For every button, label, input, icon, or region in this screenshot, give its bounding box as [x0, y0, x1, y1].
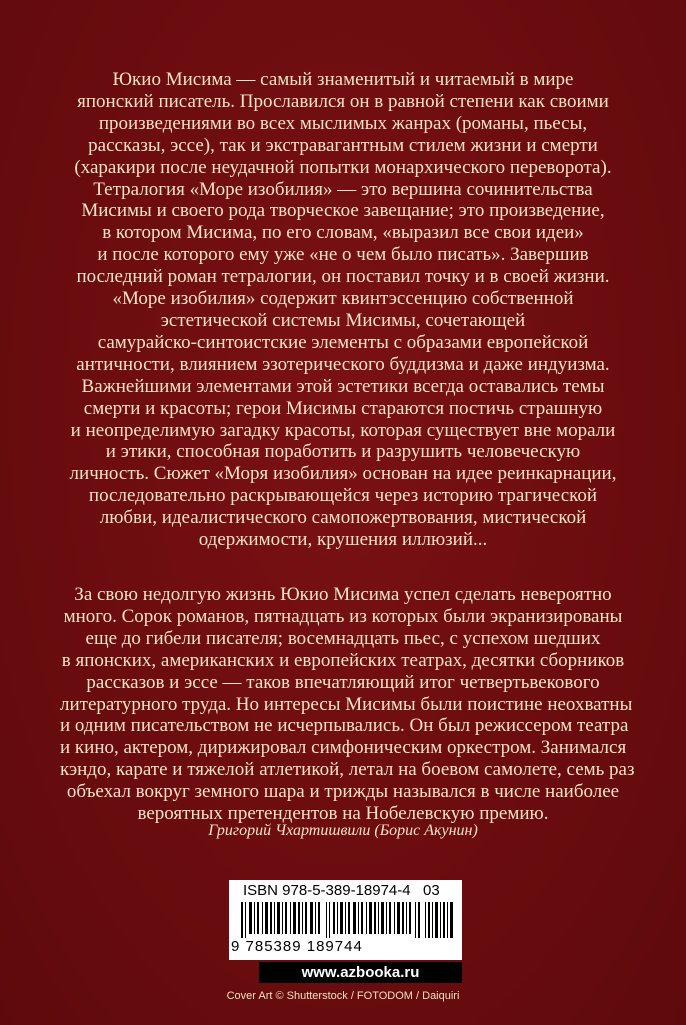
text-line: Мисимы и своего рода творческое завещание; это произведение, — [81, 200, 605, 222]
publisher-url: www.azbooka.ru — [259, 962, 462, 983]
text-line: литературного труда. Но интересы Мисимы были поистине неохватны — [60, 693, 633, 715]
isbn-barcode — [229, 880, 462, 960]
text-line: «Море изобилия» содержит квинтэссенцию собственной — [112, 288, 574, 310]
barcode-digits: 9 785389 189744 — [231, 938, 363, 955]
text-line: в японских, американских и европейских театрах, десятки сборников — [61, 649, 625, 671]
text-line: и кино, актером, дирижировал симфоническим оркестром. Занимался — [60, 737, 627, 759]
quote-author: Григорий Чхартишвили (Борис Акунин) — [208, 822, 478, 839]
text-line: (харакири после неудачной попытки монархического переворота). — [74, 156, 612, 178]
cover-art-credit: Cover Art © Shutterstock / FOTODOM / Daiquiri — [226, 990, 460, 1002]
isbn-addon-code: 03 — [423, 882, 440, 899]
text-line: в котором Мисима, по его словам, «выразил все свои идеи» — [102, 222, 584, 244]
text-line: античности, влиянием эзотерического буддизма и даже индуизма. — [76, 353, 610, 375]
text-line: любви, идеалистического самопожертвования, мистической — [99, 507, 587, 529]
barcode-bars-icon — [241, 902, 421, 938]
annotation-paragraph-1 — [60, 69, 626, 551]
text-line: кэндо, карате и тяжелой атлетикой, летал на боевом самолете, семь раз — [60, 759, 635, 781]
text-line: Юкио Мисима — самый знаменитый и читаемый в мире — [112, 69, 574, 90]
text-line: и одним писательством не исчерпывались. Он был режиссером театра — [60, 715, 629, 737]
addon-bars-icon — [425, 902, 455, 938]
isbn-number: ISBN 978-5-389-18974-4 — [243, 882, 411, 899]
text-line: Важнейшими элементами этой эстетики всегда оставались темы — [81, 375, 605, 397]
text-line: личность. Сюжет «Моря изобилия» основан на идее реинкарнации, — [69, 463, 617, 485]
text-line: рассказов и эссе — таков впечатляющий итог четвертьвекового — [86, 671, 600, 693]
text-line: последовательно раскрывающейся через историю трагической — [88, 485, 598, 507]
text-line: много. Сорок романов, пятнадцать из которых были экранизированы — [63, 605, 623, 627]
annotation-paragraph-2 — [60, 584, 635, 825]
text-line: произведениями во всех мыслимых жанрах (романы, пьесы, — [98, 112, 588, 134]
text-line: За свою недолгую жизнь Юкио Мисима успел сделать невероятно — [74, 584, 612, 605]
text-line: Тетралогия «Море изобилия» — это вершина сочинительства — [93, 178, 593, 200]
text-line: и неопределимую загадку красоты, которая существует вне морали — [70, 419, 616, 441]
text-line: вероятных претендентов на Нобелевскую премию. — [137, 803, 549, 825]
text-line: объехал вокруг земного шара и трижды назывался в числе наиболее — [66, 781, 620, 803]
text-line: и после которого ему уже «не о чем было писать». Завершив — [97, 244, 589, 266]
text-line: эстетической системы Мисимы, сочетающей — [160, 309, 526, 331]
text-line: одержимости, крушения иллюзий... — [198, 529, 488, 551]
text-line: последний роман тетралогии, он поставил точку и в своей жизни. — [76, 266, 610, 288]
text-line: смерти и красоты; герои Мисимы стараются постичь страшную — [83, 397, 603, 419]
text-line: японский писатель. Прославился он в равной степени как своими — [77, 90, 609, 112]
text-line: самурайско-синтоистские элементы с образами европейской — [97, 331, 589, 353]
text-line: еще до гибели писателя; восемнадцать пьес, с успехом шедших — [85, 627, 601, 649]
text-line: рассказы, эссе), так и экстравагантным стилем жизни и смерти — [88, 134, 598, 156]
text-line: и этики, способная поработить и разрушить человеческую — [105, 441, 581, 463]
